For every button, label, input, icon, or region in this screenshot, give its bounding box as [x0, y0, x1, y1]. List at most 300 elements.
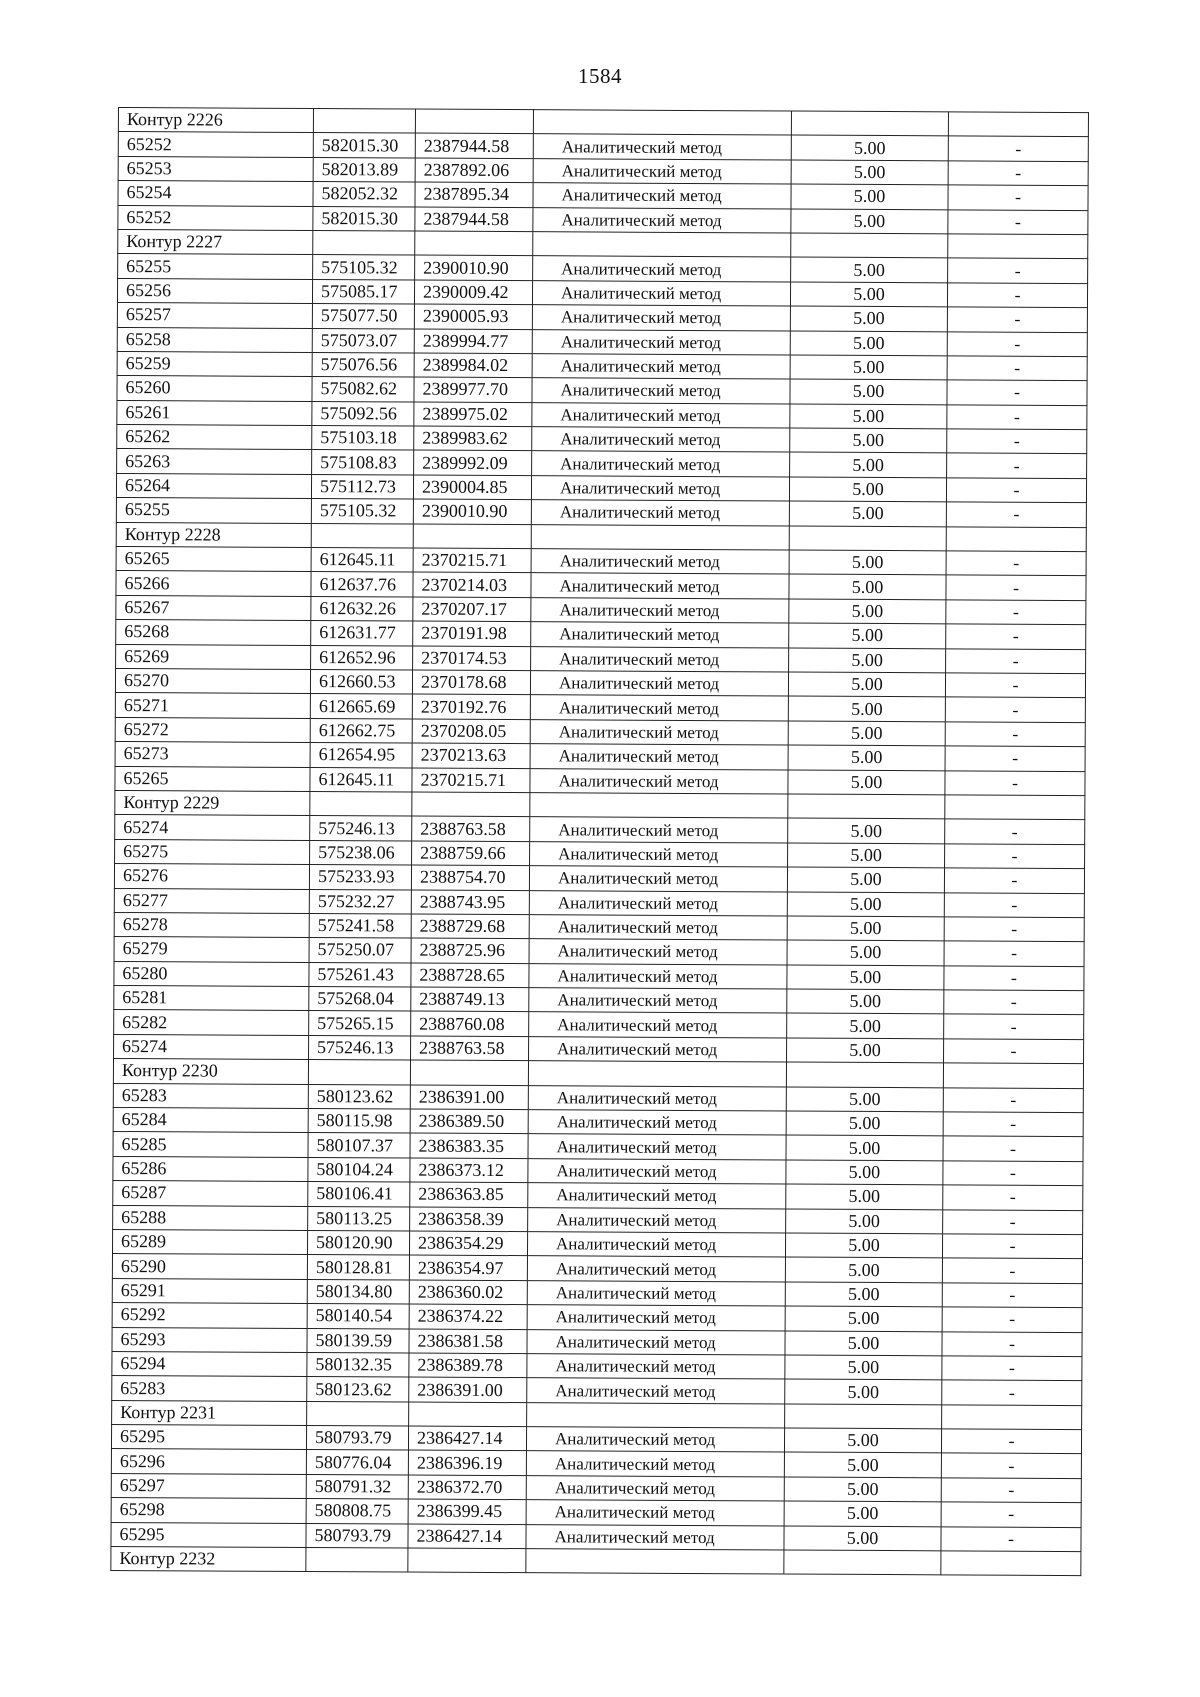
point-number-cell: 65295 [111, 1522, 306, 1547]
x-coordinate-cell: 612637.76 [311, 572, 413, 597]
empty-cell [943, 1063, 1083, 1088]
y-coordinate-cell: 2387895.34 [415, 182, 533, 207]
y-coordinate-cell: 2387944.58 [415, 207, 533, 232]
y-coordinate-cell: 2386396.19 [408, 1451, 526, 1476]
x-coordinate-cell: 575085.17 [312, 279, 414, 304]
point-number-cell: 65292 [112, 1303, 307, 1328]
y-coordinate-cell: 2370178.68 [412, 670, 530, 695]
point-number-cell: 65273 [115, 742, 310, 767]
point-number-cell: 65274 [114, 1034, 309, 1059]
contour-label: Контур 2232 [111, 1547, 306, 1572]
method-cell: Аналитический метод [527, 1305, 785, 1331]
y-coordinate-cell: 2386389.50 [410, 1109, 528, 1134]
note-cell: - [943, 1185, 1083, 1210]
accuracy-cell: 5.00 [787, 867, 944, 892]
y-coordinate-cell: 2388763.58 [412, 816, 530, 841]
x-coordinate-cell: 612652.96 [311, 645, 413, 670]
accuracy-cell: 5.00 [791, 209, 948, 234]
empty-cell [408, 1548, 526, 1573]
method-cell: Аналитический метод [527, 1354, 785, 1380]
method-cell: Аналитический метод [532, 354, 790, 380]
empty-cell [308, 1060, 410, 1085]
empty-cell [791, 111, 948, 136]
point-number-cell: 65261 [117, 400, 312, 425]
x-coordinate-cell: 575105.32 [313, 255, 415, 280]
note-cell: - [946, 478, 1086, 503]
note-cell: - [947, 380, 1087, 405]
y-coordinate-cell: 2370213.63 [412, 743, 530, 768]
note-cell: - [942, 1331, 1082, 1356]
method-cell: Аналитический метод [527, 1256, 785, 1282]
note-cell: - [945, 697, 1085, 722]
note-cell: - [942, 1283, 1082, 1308]
note-cell: - [942, 1380, 1082, 1405]
x-coordinate-cell: 575246.13 [309, 1035, 411, 1060]
y-coordinate-cell: 2386374.22 [409, 1304, 527, 1329]
y-coordinate-cell: 2386391.00 [409, 1377, 527, 1402]
y-coordinate-cell: 2390010.90 [413, 499, 531, 524]
empty-cell [409, 1402, 527, 1427]
method-cell: Аналитический метод [528, 1085, 786, 1111]
empty-cell [785, 1404, 942, 1429]
method-cell: Аналитический метод [529, 1037, 787, 1063]
method-cell: Аналитический метод [532, 329, 790, 355]
y-coordinate-cell: 2386360.02 [409, 1280, 527, 1305]
y-coordinate-cell: 2370208.05 [412, 719, 530, 744]
empty-cell [531, 524, 789, 550]
point-number-cell: 65297 [111, 1473, 306, 1498]
note-cell: - [942, 1356, 1082, 1381]
note-cell: - [941, 1526, 1081, 1551]
accuracy-cell: 5.00 [788, 818, 945, 843]
method-cell: Аналитический метод [531, 476, 789, 502]
empty-cell [784, 1550, 941, 1575]
accuracy-cell: 5.00 [791, 184, 948, 209]
note-cell: - [947, 307, 1087, 332]
y-coordinate-cell: 2386354.29 [409, 1231, 527, 1256]
note-cell: - [941, 1429, 1081, 1454]
y-coordinate-cell: 2388743.95 [411, 890, 529, 915]
accuracy-cell: 5.00 [786, 1111, 943, 1136]
coordinates-table [110, 107, 1089, 1577]
y-coordinate-cell: 2390009.42 [414, 280, 532, 305]
x-coordinate-cell: 580107.37 [308, 1133, 410, 1158]
point-number-cell: 65294 [112, 1351, 307, 1376]
point-number-cell: 65287 [113, 1181, 308, 1206]
y-coordinate-cell: 2370192.76 [412, 694, 530, 719]
accuracy-cell: 5.00 [785, 1355, 942, 1380]
method-cell: Аналитический метод [532, 402, 790, 428]
note-cell: - [943, 1136, 1083, 1161]
y-coordinate-cell: 2386381.58 [409, 1329, 527, 1354]
method-cell: Аналитический метод [527, 1232, 785, 1258]
x-coordinate-cell: 575108.83 [312, 450, 414, 475]
method-cell: Аналитический метод [526, 1427, 784, 1453]
method-cell: Аналитический метод [526, 1476, 784, 1502]
x-coordinate-cell: 580104.24 [308, 1157, 410, 1182]
accuracy-cell: 5.00 [785, 1379, 942, 1404]
accuracy-cell: 5.00 [787, 1013, 944, 1038]
method-cell: Аналитический метод [531, 549, 789, 575]
point-number-cell: 65260 [117, 376, 312, 401]
empty-cell [526, 1549, 784, 1575]
y-coordinate-cell: 2386389.78 [409, 1353, 527, 1378]
y-coordinate-cell: 2370214.03 [413, 572, 531, 597]
accuracy-cell: 5.00 [784, 1526, 941, 1551]
point-number-cell: 65267 [116, 595, 311, 620]
empty-cell [528, 1061, 786, 1087]
y-coordinate-cell: 2386373.12 [410, 1158, 528, 1183]
method-cell: Аналитический метод [531, 622, 789, 648]
note-cell: - [945, 819, 1085, 844]
note-cell: - [947, 331, 1087, 356]
x-coordinate-cell: 580113.25 [308, 1206, 410, 1231]
y-coordinate-cell: 2389983.62 [414, 426, 532, 451]
point-number-cell: 65272 [115, 717, 310, 742]
point-number-cell: 65268 [116, 620, 311, 645]
x-coordinate-cell: 580123.62 [307, 1377, 409, 1402]
note-cell: - [944, 1039, 1084, 1064]
note-cell: - [944, 1014, 1084, 1039]
y-coordinate-cell: 2388729.68 [411, 914, 529, 939]
empty-cell [412, 792, 530, 817]
y-coordinate-cell: 2388749.13 [411, 987, 529, 1012]
x-coordinate-cell: 580793.79 [306, 1523, 408, 1548]
y-coordinate-cell: 2389992.09 [414, 451, 532, 476]
point-number-cell: 65275 [115, 839, 310, 864]
method-cell: Аналитический метод [529, 988, 787, 1014]
point-number-cell: 65256 [117, 278, 312, 303]
x-coordinate-cell: 612665.69 [310, 694, 412, 719]
accuracy-cell: 5.00 [789, 599, 946, 624]
x-coordinate-cell: 612645.11 [311, 548, 413, 573]
accuracy-cell: 5.00 [786, 1160, 943, 1185]
x-coordinate-cell: 575261.43 [309, 962, 411, 987]
accuracy-cell: 5.00 [790, 428, 947, 453]
contour-header-row [111, 1547, 1081, 1576]
empty-cell [946, 526, 1086, 551]
point-number-cell: 65293 [112, 1327, 307, 1352]
accuracy-cell: 5.00 [789, 550, 946, 575]
accuracy-cell: 5.00 [790, 452, 947, 477]
y-coordinate-cell: 2386391.00 [410, 1085, 528, 1110]
point-number-cell: 65282 [114, 1010, 309, 1035]
point-number-cell: 65296 [111, 1449, 306, 1474]
accuracy-cell: 5.00 [785, 1282, 942, 1307]
x-coordinate-cell: 580132.35 [307, 1352, 409, 1377]
accuracy-cell: 5.00 [790, 331, 947, 356]
point-number-cell: 65283 [112, 1376, 307, 1401]
point-number-cell: 65255 [118, 254, 313, 279]
note-cell: - [945, 673, 1085, 698]
accuracy-cell: 5.00 [791, 257, 948, 282]
y-coordinate-cell: 2388725.96 [411, 938, 529, 963]
note-cell: - [948, 209, 1088, 234]
note-cell: - [944, 990, 1084, 1015]
note-cell: - [946, 624, 1086, 649]
note-cell: - [946, 502, 1086, 527]
x-coordinate-cell: 580776.04 [306, 1450, 408, 1475]
x-coordinate-cell: 582052.32 [313, 182, 415, 207]
x-coordinate-cell: 575232.27 [309, 889, 411, 914]
method-cell: Аналитический метод [528, 1183, 786, 1209]
x-coordinate-cell: 580120.90 [307, 1230, 409, 1255]
y-coordinate-cell: 2388760.08 [411, 1011, 529, 1036]
note-cell: - [947, 453, 1087, 478]
point-number-cell: 65283 [113, 1083, 308, 1108]
note-cell: - [947, 429, 1087, 454]
accuracy-cell: 5.00 [790, 306, 947, 331]
contour-label: Контур 2227 [118, 229, 313, 254]
point-number-cell: 65265 [115, 766, 310, 791]
point-number-cell: 65290 [112, 1254, 307, 1279]
accuracy-cell: 5.00 [788, 843, 945, 868]
note-cell: - [946, 648, 1086, 673]
empty-cell [310, 791, 412, 816]
method-cell: Аналитический метод [528, 1158, 786, 1184]
empty-cell [410, 1060, 528, 1085]
empty-cell [311, 523, 413, 548]
method-cell: Аналитический метод [527, 1378, 785, 1404]
note-cell: - [948, 258, 1088, 283]
x-coordinate-cell: 612632.26 [311, 596, 413, 621]
y-coordinate-cell: 2390010.90 [415, 255, 533, 280]
point-number-cell: 65286 [113, 1156, 308, 1181]
method-cell: Аналитический метод [530, 671, 788, 697]
note-cell: - [946, 600, 1086, 625]
accuracy-cell: 5.00 [789, 477, 946, 502]
contour-label: Контур 2231 [112, 1400, 307, 1425]
x-coordinate-cell: 582013.89 [313, 157, 415, 182]
method-cell: Аналитический метод [530, 744, 788, 770]
empty-cell [942, 1405, 1082, 1430]
coordinates-table-body [111, 108, 1089, 1576]
point-number-cell: 65254 [118, 181, 313, 206]
x-coordinate-cell: 575241.58 [309, 913, 411, 938]
point-number-cell: 65263 [117, 449, 312, 474]
accuracy-cell: 5.00 [785, 1233, 942, 1258]
point-number-cell: 65276 [114, 864, 309, 889]
y-coordinate-cell: 2386358.39 [410, 1207, 528, 1232]
x-coordinate-cell: 580140.54 [307, 1304, 409, 1329]
x-coordinate-cell: 612662.75 [310, 718, 412, 743]
note-cell: - [944, 966, 1084, 991]
note-cell: - [941, 1502, 1081, 1527]
empty-cell [307, 1401, 409, 1426]
accuracy-cell: 5.00 [787, 1038, 944, 1063]
y-coordinate-cell: 2388754.70 [411, 865, 529, 890]
y-coordinate-cell: 2370174.53 [413, 646, 531, 671]
note-cell: - [943, 1087, 1083, 1112]
y-coordinate-cell: 2390005.93 [414, 304, 532, 329]
point-number-cell: 65258 [117, 327, 312, 352]
method-cell: Аналитический метод [532, 378, 790, 404]
note-cell: - [944, 892, 1084, 917]
accuracy-cell: 5.00 [788, 770, 945, 795]
y-coordinate-cell: 2387892.06 [415, 158, 533, 183]
y-coordinate-cell: 2386427.14 [408, 1524, 526, 1549]
x-coordinate-cell: 575233.93 [309, 865, 411, 890]
accuracy-cell: 5.00 [789, 501, 946, 526]
accuracy-cell: 5.00 [787, 965, 944, 990]
point-number-cell: 65285 [113, 1132, 308, 1157]
method-cell: Аналитический метод [528, 1207, 786, 1233]
method-cell: Аналитический метод [529, 890, 787, 916]
y-coordinate-cell: 2388728.65 [411, 963, 529, 988]
x-coordinate-cell: 580128.81 [307, 1255, 409, 1280]
note-cell: - [945, 722, 1085, 747]
note-cell: - [943, 1209, 1083, 1234]
y-coordinate-cell: 2389984.02 [414, 353, 532, 378]
x-coordinate-cell: 580123.62 [308, 1084, 410, 1109]
point-number-cell: 65269 [116, 644, 311, 669]
note-cell: - [945, 844, 1085, 869]
y-coordinate-cell: 2387944.58 [415, 133, 533, 158]
accuracy-cell: 5.00 [786, 1184, 943, 1209]
accuracy-cell: 5.00 [790, 282, 947, 307]
accuracy-cell: 5.00 [788, 672, 945, 697]
point-number-cell: 65295 [111, 1425, 306, 1450]
empty-cell [789, 526, 946, 551]
y-coordinate-cell: 2370215.71 [413, 548, 531, 573]
x-coordinate-cell: 575246.13 [310, 816, 412, 841]
x-coordinate-cell: 580115.98 [308, 1109, 410, 1134]
accuracy-cell: 5.00 [784, 1428, 941, 1453]
method-cell: Аналитический метод [529, 963, 787, 989]
method-cell: Аналитический метод [529, 915, 787, 941]
x-coordinate-cell: 580808.75 [306, 1499, 408, 1524]
note-cell: - [941, 1478, 1081, 1503]
point-number-cell: 65291 [112, 1278, 307, 1303]
x-coordinate-cell: 575076.56 [312, 352, 414, 377]
point-number-cell: 65280 [114, 961, 309, 986]
x-coordinate-cell: 580793.79 [306, 1426, 408, 1451]
note-cell: - [944, 917, 1084, 942]
accuracy-cell: 5.00 [791, 135, 948, 160]
point-number-cell: 65252 [118, 205, 313, 230]
method-cell: Аналитический метод [530, 768, 788, 794]
y-coordinate-cell: 2389977.70 [414, 377, 532, 402]
point-number-cell: 65252 [118, 132, 313, 157]
method-cell: Аналитический метод [531, 573, 789, 599]
point-number-cell: 65255 [116, 498, 311, 523]
x-coordinate-cell: 575238.06 [310, 840, 412, 865]
accuracy-cell: 5.00 [789, 648, 946, 673]
point-number-cell: 65289 [112, 1229, 307, 1254]
accuracy-cell: 5.00 [789, 574, 946, 599]
accuracy-cell: 5.00 [791, 160, 948, 185]
accuracy-cell: 5.00 [790, 355, 947, 380]
empty-cell [533, 110, 791, 136]
point-number-cell: 65279 [114, 937, 309, 962]
accuracy-cell: 5.00 [785, 1331, 942, 1356]
empty-cell [306, 1548, 408, 1573]
empty-cell [788, 794, 945, 819]
method-cell: Аналитический метод [533, 158, 791, 184]
note-cell: - [942, 1307, 1082, 1332]
x-coordinate-cell: 612654.95 [310, 743, 412, 768]
method-cell: Аналитический метод [533, 256, 791, 282]
method-cell: Аналитический метод [531, 500, 789, 526]
y-coordinate-cell: 2386427.14 [408, 1426, 526, 1451]
method-cell: Аналитический метод [533, 134, 791, 160]
accuracy-cell: 5.00 [789, 623, 946, 648]
empty-cell [530, 793, 788, 819]
accuracy-cell: 5.00 [784, 1477, 941, 1502]
note-cell: - [944, 868, 1084, 893]
method-cell: Аналитический метод [532, 427, 790, 453]
x-coordinate-cell: 575092.56 [312, 401, 414, 426]
x-coordinate-cell: 575112.73 [311, 474, 413, 499]
contour-label: Контур 2226 [118, 108, 313, 133]
y-coordinate-cell: 2386372.70 [408, 1475, 526, 1500]
y-coordinate-cell: 2386354.97 [409, 1255, 527, 1280]
contour-label: Контур 2229 [115, 790, 310, 815]
x-coordinate-cell: 575250.07 [309, 938, 411, 963]
x-coordinate-cell: 575103.18 [312, 426, 414, 451]
accuracy-cell: 5.00 [787, 892, 944, 917]
method-cell: Аналитический метод [533, 207, 791, 233]
x-coordinate-cell: 580791.32 [306, 1474, 408, 1499]
empty-cell [945, 795, 1085, 820]
y-coordinate-cell: 2370207.17 [413, 597, 531, 622]
x-coordinate-cell: 575073.07 [312, 328, 414, 353]
x-coordinate-cell: 612631.77 [311, 621, 413, 646]
note-cell: - [943, 1112, 1083, 1137]
point-number-cell: 65277 [114, 888, 309, 913]
x-coordinate-cell: 580106.41 [308, 1182, 410, 1207]
contour-label: Контур 2228 [116, 522, 311, 547]
note-cell: - [945, 746, 1085, 771]
y-coordinate-cell: 2389994.77 [414, 329, 532, 354]
y-coordinate-cell: 2370215.71 [412, 768, 530, 793]
x-coordinate-cell: 580139.59 [307, 1328, 409, 1353]
x-coordinate-cell: 582015.30 [313, 206, 415, 231]
empty-cell [413, 524, 531, 549]
accuracy-cell: 5.00 [787, 916, 944, 941]
note-cell: - [948, 185, 1088, 210]
accuracy-cell: 5.00 [790, 404, 947, 429]
note-cell: - [944, 941, 1084, 966]
method-cell: Аналитический метод [527, 1329, 785, 1355]
accuracy-cell: 5.00 [788, 745, 945, 770]
method-cell: Аналитический метод [528, 1134, 786, 1160]
empty-cell [941, 1551, 1081, 1576]
accuracy-cell: 5.00 [784, 1452, 941, 1477]
method-cell: Аналитический метод [526, 1500, 784, 1526]
point-number-cell: 65298 [111, 1498, 306, 1523]
accuracy-cell: 5.00 [788, 696, 945, 721]
point-number-cell: 65271 [115, 693, 310, 718]
empty-cell [948, 112, 1088, 137]
method-cell: Аналитический метод [527, 1280, 785, 1306]
note-cell: - [942, 1258, 1082, 1283]
method-cell: Аналитический метод [532, 280, 790, 306]
empty-cell [313, 230, 415, 255]
method-cell: Аналитический метод [531, 646, 789, 672]
accuracy-cell: 5.00 [788, 721, 945, 746]
note-cell: - [947, 405, 1087, 430]
point-number-cell: 65257 [117, 303, 312, 328]
empty-cell [415, 109, 533, 134]
accuracy-cell: 5.00 [787, 940, 944, 965]
empty-cell [533, 232, 791, 258]
y-coordinate-cell: 2390004.85 [413, 475, 531, 500]
method-cell: Аналитический метод [530, 817, 788, 843]
accuracy-cell: 5.00 [784, 1501, 941, 1526]
x-coordinate-cell: 575105.32 [311, 499, 413, 524]
x-coordinate-cell: 575082.62 [312, 377, 414, 402]
